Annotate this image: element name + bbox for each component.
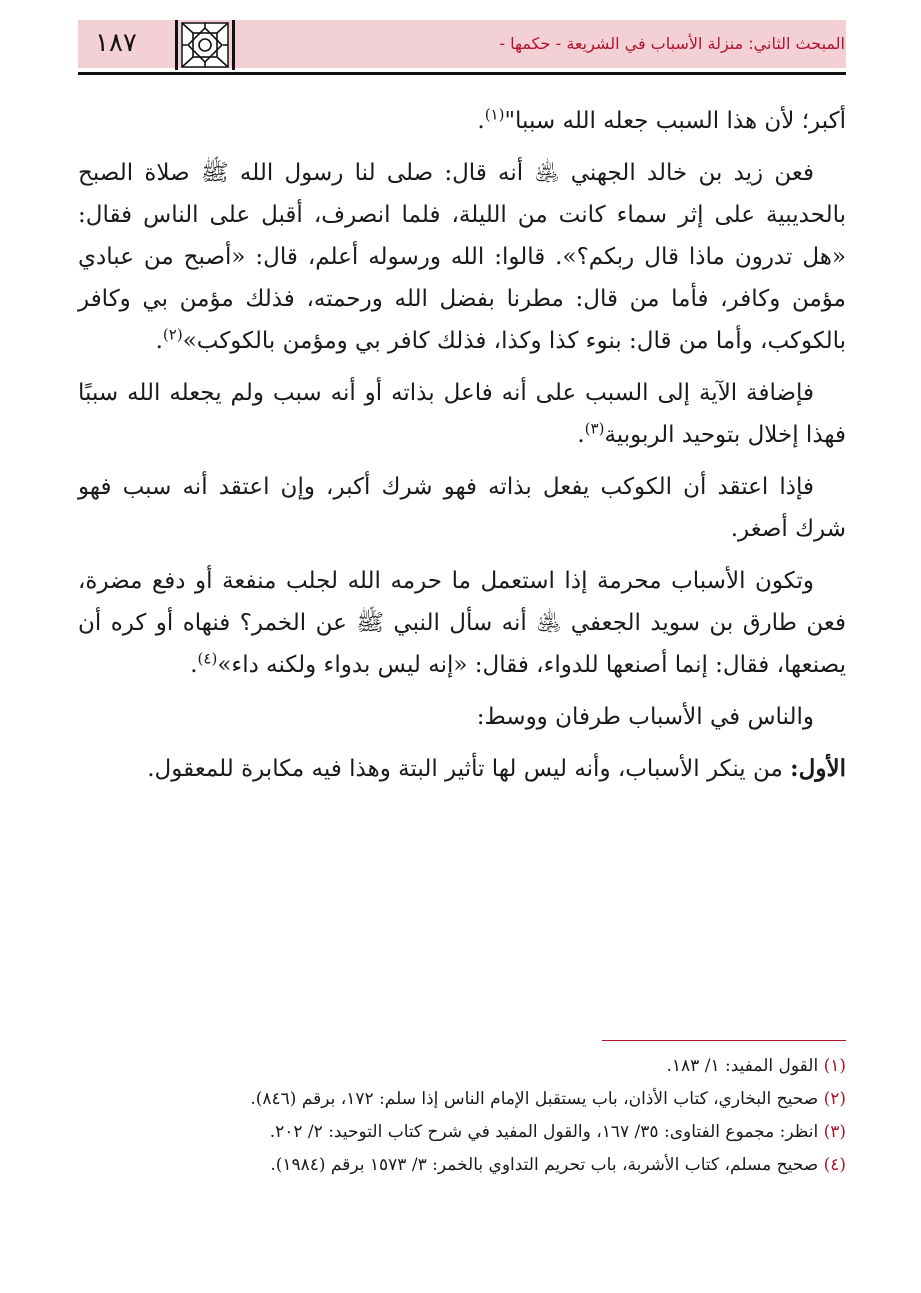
paragraph-5 bbox=[78, 560, 846, 686]
footnote-number: (٣) bbox=[823, 1122, 846, 1142]
main-text bbox=[78, 100, 846, 800]
footnote-text: صحيح البخاري، كتاب الأذان، باب يستقبل الإمام الناس إذا سلم: ١٧٢، برقم (٨٤٦). bbox=[250, 1089, 819, 1109]
header-divider-left bbox=[175, 20, 178, 70]
running-header-title: المبحث الثاني: منزلة الأسباب في الشريعة - حكمها - bbox=[499, 34, 845, 53]
paragraph-2-text: فعن زيد بن خالد الجهني ﵁ أنه قال: صلى لنا رسول الله ﷺ صلاة الصبح بالحديبية على إثر سماء كانت من الليلة، فلما انصرف، أقبل على الناس فقال: «هل تدرون ماذا قال ربكم؟». قالوا: الله ورسوله أعلم، قال: «أصبح من عبادي مؤمن وكافر، فأما من قال: مطرنا بفضل الله ورحمته، فذلك مؤمن بي وكافر بالكوكب، وأما من قال: بنوء كذا وكذا، فذلك كافر بي ومؤمن بالكوكب» bbox=[78, 160, 846, 354]
page-number: ١٨٧ bbox=[95, 28, 137, 58]
header-divider-right bbox=[232, 20, 235, 70]
paragraph-1-text: أكبر؛ لأن هذا السبب جعله الله سببا" bbox=[504, 108, 846, 134]
footnote-ref-1[interactable]: (١) bbox=[484, 105, 505, 124]
footnote-item bbox=[78, 1085, 846, 1114]
paragraph-2-end: . bbox=[155, 328, 163, 354]
paragraph-2 bbox=[78, 152, 846, 362]
footnote-item bbox=[78, 1118, 846, 1147]
footnote-separator bbox=[602, 1040, 846, 1041]
footnote-ref-4[interactable]: (٤) bbox=[197, 649, 218, 668]
paragraph-7-lead: الأول: bbox=[790, 755, 846, 782]
footnote-number: (١) bbox=[823, 1056, 846, 1076]
paragraph-7-text: من ينكر الأسباب، وأنه ليس لها تأثير البتة وهذا فيه مكابرة للمعقول. bbox=[147, 756, 791, 782]
paragraph-5-text: وتكون الأسباب محرمة إذا استعمل ما حرمه الله لجلب منفعة أو دفع مضرة، فعن طارق بن سويد الجعفي ﵁ أنه سأل النبي ﷺ عن الخمر؟ فنهاه أو كره أن يصنعها، فقال: إنما أصنعها للدواء، فقال: «إنه ليس بدواء ولكنه داء» bbox=[78, 568, 846, 678]
islamic-star-ornament-icon bbox=[181, 22, 229, 68]
paragraph-1 bbox=[78, 100, 846, 142]
footnote-number: (٤) bbox=[823, 1155, 846, 1175]
paragraph-7 bbox=[78, 748, 846, 790]
paragraph-3 bbox=[78, 372, 846, 456]
paragraph-5-end: . bbox=[190, 652, 198, 678]
footnote-item bbox=[78, 1151, 846, 1180]
paragraph-3-text: فإضافة الآية إلى السبب على أنه فاعل بذاته أو أنه سبب ولم يجعله الله سببًا فهذا إخلال بتوحيد الربوبية bbox=[78, 380, 846, 448]
footnotes bbox=[78, 1052, 846, 1184]
footnote-text: القول المفيد: ١/ ١٨٣. bbox=[666, 1056, 819, 1076]
footnote-text: انظر: مجموع الفتاوى: ٣٥/ ١٦٧، والقول المفيد في شرح كتاب التوحيد: ٢/ ٢٠٢. bbox=[269, 1122, 819, 1142]
footnote-ref-3[interactable]: (٣) bbox=[584, 419, 605, 438]
paragraph-3-end: . bbox=[577, 422, 585, 448]
paragraph-1-end: . bbox=[477, 108, 485, 134]
footnote-text: صحيح مسلم، كتاب الأشربة، باب تحريم التداوي بالخمر: ٣/ ١٥٧٣ برقم (١٩٨٤). bbox=[270, 1155, 819, 1175]
footnote-ref-2[interactable]: (٢) bbox=[162, 325, 183, 344]
footnote-item bbox=[78, 1052, 846, 1081]
paragraph-4: فإذا اعتقد أن الكوكب يفعل بذاته فهو شرك أكبر، وإن اعتقد أنه سبب فهو شرك أصغر. bbox=[78, 474, 846, 542]
paragraph-6: والناس في الأسباب طرفان ووسط: bbox=[476, 704, 814, 730]
header-rule bbox=[78, 72, 846, 75]
footnote-number: (٢) bbox=[823, 1089, 846, 1109]
